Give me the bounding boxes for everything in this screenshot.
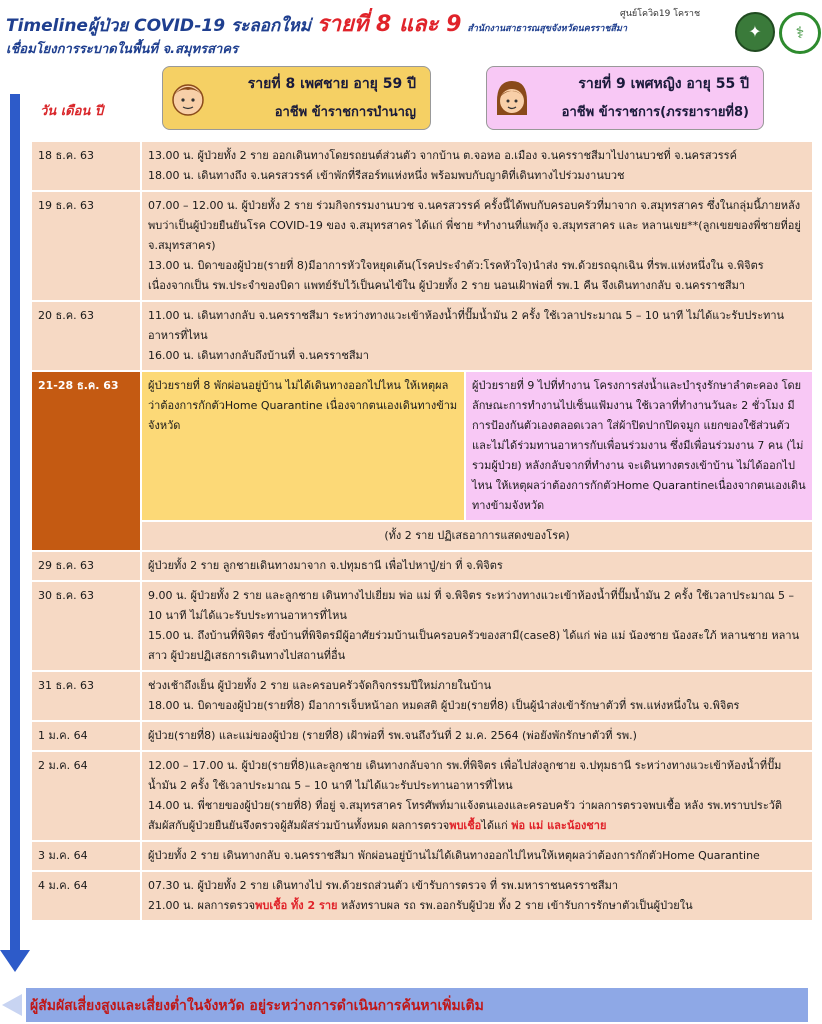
row-line: 11.00 น. เดินทางกลับ จ.นครราชสีมา ระหว่างทางแวะเข้าห้องน้ำที่ปั๊มน้ำมัน 2 ครั้ง ใช้เวลาประมาณ 5 – 10 นาที ไม่ได้แวะรับประทานอาหารที่ไหน	[148, 309, 785, 342]
row-line: ผู้ป่วย(รายที่8) และแม่ของผู้ป่วย (รายที่8) เฝ้าพ่อที่ รพ.จนถึงวันที่ 2 ม.ค. 2564 (พ่อยังพักรักษาตัวที่ รพ.)	[148, 729, 637, 742]
table-row	[31, 301, 813, 371]
timeline-table	[30, 140, 814, 922]
row-text	[141, 671, 813, 721]
row-line	[148, 796, 806, 836]
man-face-icon	[171, 79, 205, 117]
row-date: 2 ม.ค. 64	[31, 751, 141, 841]
table-row	[31, 751, 813, 841]
case9-box	[486, 66, 764, 130]
row-date: 29 ธ.ค. 63	[31, 551, 141, 581]
row-date: 31 ธ.ค. 63	[31, 671, 141, 721]
infected-relatives-text: พ่อ แม่ และน้องชาย	[511, 819, 607, 832]
table-row	[31, 841, 813, 871]
row-date: 18 ธ.ค. 63	[31, 141, 141, 191]
page-title	[6, 6, 627, 41]
case9-line2: อาชีพ ข้าราชการ(ภรรยารายที่8)	[561, 105, 749, 120]
row-line: 18.00 น. เดินทางถึง จ.นครสวรรค์ เข้าพักที่รีสอร์ทแห่งหนึ่ง พร้อมพบกับญาติที่เดินทางไปร่วมงานบวช	[148, 169, 625, 182]
health-ministry-logo: ⚕	[779, 12, 821, 54]
line-text: 21.00 น. ผลการตรวจ	[148, 899, 256, 912]
table-row	[31, 671, 813, 721]
table-row	[31, 871, 813, 921]
org-name: สำนักงานสาธารณสุขจังหวัดนครราชสีมา	[467, 24, 628, 34]
timeline-arrow-down-icon	[0, 950, 30, 972]
both-cases-note: (ทั้ง 2 ราย ปฏิเสธอาการแสดงของโรค)	[141, 521, 813, 551]
table-row	[31, 371, 813, 521]
case8-line2: อาชีพ ข้าราชการบำนาญ	[274, 105, 416, 120]
case8-line1: รายที่ 8 เพศชาย อายุ 59 ปี	[247, 76, 416, 92]
row-line: 15.00 น. ถึงบ้านที่พิจิตร ซึ่งบ้านที่พิจิตรมีผู้อาศัยร่วมบ้านเป็นครอบครัวของสามี(case8) ได้แก่ พ่อ แม่ น้องชาย น้องสะใภ้ หลานชาย หลานสาว ผู้ป่วยปฏิเสธการเดินทางไปสถานที่อื่น	[148, 629, 800, 662]
case8-activity: ผู้ป่วยรายที่ 8 พักผ่อนอยู่บ้าน ไม่ได้เดินทางออกไปไหน ให้เหตุผลว่าต้องการกักตัวHome Quarantine เนื่องจากตนเองเดินทางข้ามจังหวัด	[141, 371, 465, 521]
line-text: 14.00 น. พี่ชายของผู้ป่วย(รายที่8) ที่อยู่ จ.สมุทรสาคร โทรศัพท์มาแจ้งตนเองและครอบครัว ว่าผลการตรวจพบเชื้อ หลัง รพ.ทราบประวัติสัมผัสกับผู้ป่วยยืนยันจึงตรวจผู้สัมผัสร่วมบ้านทั้งหมด ผลการตรวจ	[148, 799, 783, 832]
case9-activity: ผู้ป่วยรายที่ 9 ไปที่ทำงาน โครงการส่งน้ำและบำรุงรักษาลำตะคอง โดยลักษณะการทำงานไปเซ็นแฟ้มงาน ใช้เวลาที่ทำงานวันละ 2 ชั่วโมง มีการป้องกันตัวเองตลอดเวลา ใส่ผ้าปิดปากปิดจมูก แยกของใช้ส่วนตัว และไม่ได้ร่วมทานอาหารกับเพื่อนร่วมงาน ซึ่งมีเพื่อนร่วมงาน 7 คน (ไม่รวมผู้ป่วย) หลังกลับจากที่ทำงาน จะเดินทางตรงเข้าบ้าน ไม่ได้ออกไปไหน ให้เหตุผลว่าต้องการกักตัวHome Quarantineเนื่องจากตนเองเดินทางข้ามจังหวัด	[465, 371, 813, 521]
table-row	[31, 191, 813, 301]
date-column-header: วัน เดือน ปี	[40, 104, 104, 119]
row-line: ช่วงเช้าถึงเย็น ผู้ป่วยทั้ง 2 ราย และครอบครัวจัดกิจกรรมปีใหม่ภายในบ้าน	[148, 679, 492, 692]
row-line: ผู้ป่วยทั้ง 2 ราย ลูกชายเดินทางมาจาก จ.ปทุมธานี เพื่อไปหาปู่/ย่า ที่ จ.พิจิตร	[148, 559, 503, 572]
row-date: 4 ม.ค. 64	[31, 871, 141, 921]
found-infection-text: พบเชื้อ ทั้ง 2 ราย	[255, 899, 338, 912]
row-line: 07.30 น. ผู้ป่วยทั้ง 2 ราย เดินทางไป รพ.ด้วยรถส่วนตัว เข้ารับการตรวจ ที่ รพ.มหาราชนครราชสีมา	[148, 879, 619, 892]
title-cases: รายที่ 8 และ 9	[316, 12, 462, 37]
row-line: 18.00 น. บิดาของผู้ป่วย(รายที่8) มีอาการเจ็บหน้าอก หมดสติ ผู้ป่วย(รายที่8) เป็นผู้นำส่งเข้ารักษาตัวที่ รพ.แห่งหนึ่งใน จ.พิจิตร	[148, 699, 740, 712]
table-row	[31, 721, 813, 751]
row-text	[141, 141, 813, 191]
footer-note: ผู้สัมผัสเสี่ยงสูงและเสี่ยงต่ำในจังหวัด อยู่ระหว่างการดำเนินการค้นหาเพิ่มเติม	[30, 998, 484, 1014]
row-line: 13.00 น. ผู้ป่วยทั้ง 2 ราย ออกเดินทางโดยรถยนต์ส่วนตัว จากบ้าน ต.จอหอ อ.เมือง จ.นครราชสีมาไปงานบวชที่ จ.นครสวรรค์	[148, 149, 737, 162]
row-text	[141, 721, 813, 751]
woman-face-icon	[495, 79, 529, 117]
row-line	[148, 896, 806, 916]
row-date: 21-28 ธ.ค. 63	[31, 371, 141, 551]
row-date: 1 ม.ค. 64	[31, 721, 141, 751]
title-prefix: Timelineผู้ป่วย COVID-19 ระลอกใหม่	[6, 16, 311, 36]
row-line: 16.00 น. เดินทางกลับถึงบ้านที่ จ.นครราชสีมา	[148, 349, 369, 362]
line-text: หลังทราบผล รถ รพ.ออกรับผู้ป่วย ทั้ง 2 ราย เข้ารับการรักษาตัวเป็นผู้ป่วยใน	[337, 899, 693, 912]
row-text	[141, 551, 813, 581]
row-line: 13.00 น. บิดาของผู้ป่วย(รายที่ 8)มีอาการหัวใจหยุดเต้น(โรคประจำตัว:โรคหัวใจ)นำส่ง รพ.ด้วยรถฉุกเฉิน ที่รพ.แห่งหนึ่งใน จ.พิจิตร เนื่องจากเป็น รพ.ประจำของบิดา แพทย์รับไว้เป็นคนไข้ใน ผู้ป่วยทั้ง 2 ราย นอนเฝ้าพ่อที่ รพ.1 คืน จึงเดินทางกลับ จ.นครราชสีมา	[148, 259, 764, 292]
row-line: 07.00 – 12.00 น. ผู้ป่วยทั้ง 2 ราย ร่วมกิจกรรมงานบวช จ.นครสวรรค์ ครั้งนี้ได้พบกับครอบครัวที่มาจาก จ.สมุทรสาคร ซึ่งในกลุ่มนี้ภายหลังพบว่าเป็นผู้ป่วยยืนยันโรค COVID-19 ของ จ.สมุทรสาคร ได้แก่ พี่ชาย *ทำงานที่แพกุ้ง จ.สมุทรสาคร และ หลานเขย**(ลูกเขยของพี่ชายที่อยู่ จ.สมุทรสาคร)	[148, 199, 801, 252]
line-text: ได้แก่	[481, 819, 512, 832]
row-text	[141, 841, 813, 871]
row-line: ผู้ป่วยทั้ง 2 ราย เดินทางกลับ จ.นครราชสีมา พักผ่อนอยู่บ้านไม่ได้เดินทางออกไปไหนให้เหตุผลว่าต้องการกักตัวHome Quarantine	[148, 849, 760, 862]
table-row	[31, 581, 813, 671]
row-text	[141, 301, 813, 371]
row-date: 30 ธ.ค. 63	[31, 581, 141, 671]
footer	[0, 988, 822, 1024]
row-text	[141, 581, 813, 671]
page-subtitle: เชื่อมโยงการระบาดในพื้นที่ จ.สมุทรสาคร	[6, 42, 239, 57]
row-date: 19 ธ.ค. 63	[31, 191, 141, 301]
row-date: 20 ธ.ค. 63	[31, 301, 141, 371]
found-infection-text: พบเชื้อ	[449, 819, 482, 832]
row-date: 3 ม.ค. 64	[31, 841, 141, 871]
case8-box	[162, 66, 431, 130]
row-line: 9.00 น. ผู้ป่วยทั้ง 2 ราย และลูกชาย เดินทางไปเยี่ยม พ่อ แม่ ที่ จ.พิจิตร ระหว่างทางแวะเข้าห้องน้ำที่ปั๊มน้ำมัน 2 ครั้ง ใช้เวลาประมาณ 5 – 10 นาที ไม่ได้แวะรับประทานอาหารที่ไหน	[148, 589, 795, 622]
row-text	[141, 191, 813, 301]
center-name: ศูนย์โควิด19 โคราช	[620, 9, 701, 19]
left-arrow-icon	[2, 994, 22, 1016]
row-text	[141, 871, 813, 921]
covid-center-logo: ✦	[735, 12, 775, 52]
case9-line1: รายที่ 9 เพศหญิง อายุ 55 ปี	[578, 76, 749, 92]
table-row	[31, 141, 813, 191]
row-line: 12.00 – 17.00 น. ผู้ป่วย(รายที่8)และลูกชาย เดินทางกลับจาก รพ.ที่พิจิตร เพื่อไปส่งลูกชาย จ.ปทุมธานี ระหว่างทางแวะเข้าห้องน้ำที่ปั๊มน้ำมัน 2 ครั้ง ใช้เวลาประมาณ 5 – 10 นาที ไม่ได้แวะรับประทานอาหารที่ไหน	[148, 759, 782, 792]
row-text	[141, 751, 813, 841]
timeline-arrow-shaft	[10, 94, 20, 956]
table-row	[31, 521, 813, 551]
table-row	[31, 551, 813, 581]
